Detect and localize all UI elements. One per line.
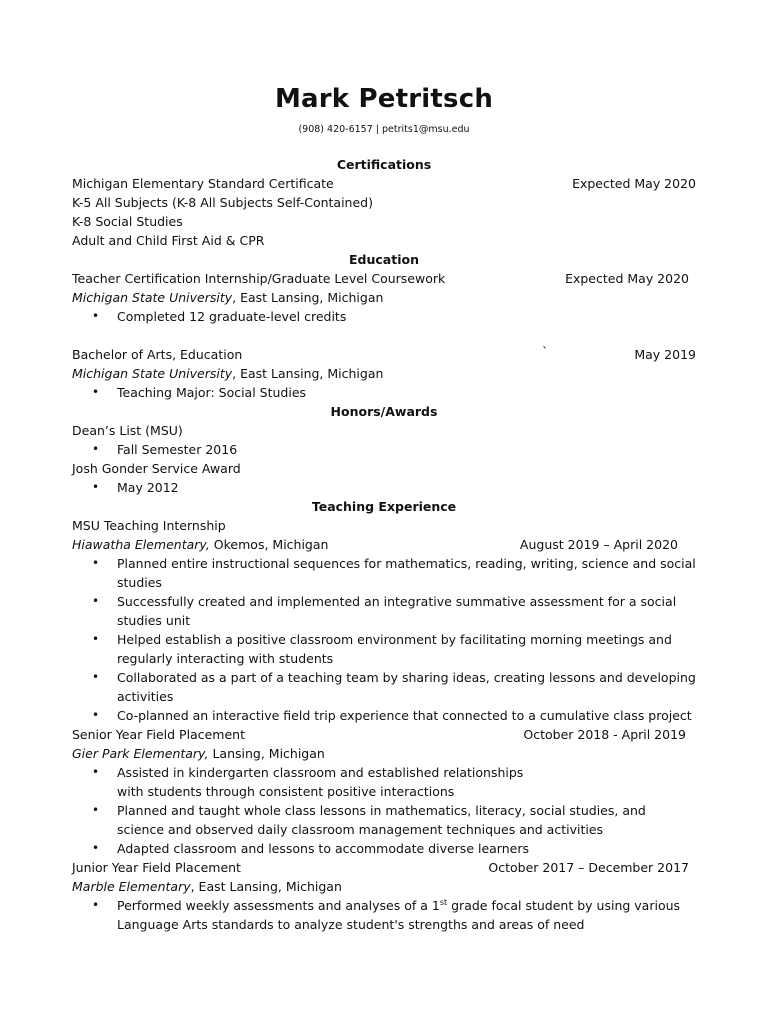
bullet-icon: • — [92, 480, 100, 494]
list-item — [72, 896, 696, 934]
job-date: August 2019 – April 2020 — [519, 537, 678, 552]
bullet-icon: • — [92, 309, 100, 323]
resume-body — [72, 155, 696, 934]
school-name: Marble Elementary — [72, 879, 191, 894]
list-item — [72, 592, 696, 630]
school-location: Okemos, Michigan — [209, 537, 329, 552]
bullet-icon: • — [92, 385, 100, 399]
experience-heading: Teaching Experience — [311, 499, 457, 514]
list-item-text: Planned and taught whole class lessons in mathematics, literacy, social studies, and science and observed daily classroom management techniques and activities — [117, 803, 646, 837]
list-item — [72, 763, 696, 801]
list-item-text: Collaborated as a part of a teaching team by sharing ideas, creating lessons and developing activities — [117, 670, 696, 704]
bullet-icon: • — [92, 556, 100, 570]
list-item-text: Helped establish a positive classroom environment by facilitating morning meetings and regularly interacting with students — [117, 632, 672, 666]
school-name: Michigan State University — [72, 366, 233, 381]
education-heading: Education — [349, 252, 419, 267]
list-item — [72, 668, 696, 706]
candidate-name: Mark Petritsch — [274, 84, 494, 114]
school-name: Gier Park Elementary, — [72, 746, 209, 761]
job-title — [72, 725, 696, 744]
bullet-icon: • — [92, 670, 100, 684]
job-title-text: Senior Year Field Placement — [72, 727, 245, 742]
education-entry-title — [72, 345, 696, 364]
list-item — [72, 478, 696, 497]
list-item-text: Adapted classroom and lessons to accommodate diverse learners — [117, 841, 529, 856]
education-school — [72, 288, 696, 307]
job-school — [72, 535, 696, 554]
job-school — [72, 744, 696, 763]
list-item — [72, 554, 696, 592]
education-entry-title — [72, 269, 696, 288]
honor-title: Dean’s List (MSU) — [72, 423, 183, 438]
degree-title: Bachelor of Arts, Education — [72, 347, 243, 362]
bullet-icon: • — [92, 594, 100, 608]
school-location: Lansing, Michigan — [208, 746, 325, 761]
bullet-icon: • — [92, 442, 100, 456]
degree-title: Teacher Certification Internship/Graduate Level Coursework — [72, 271, 446, 286]
certification-item: K-5 All Subjects (K-8 All Subjects Self-Contained) — [72, 195, 373, 210]
list-item — [72, 383, 696, 402]
contact-info: (908) 420-6157 | petrits1@msu.edu — [298, 124, 470, 135]
education-school — [72, 364, 696, 383]
list-item-text: Co-planned an interactive field trip experience that connected to a cumulative class project — [117, 708, 692, 723]
list-item-text: Completed 12 graduate-level credits — [117, 309, 347, 324]
list-item — [72, 630, 696, 668]
school-location: , East Lansing, Michigan — [232, 290, 384, 305]
school-name: Hiawatha Elementary, — [72, 537, 210, 552]
certification-item: Adult and Child First Aid & CPR — [72, 233, 265, 248]
list-item — [72, 307, 696, 326]
education-date: Expected May 2020 — [565, 271, 689, 286]
job-title: MSU Teaching Internship — [72, 518, 226, 533]
bullet-icon: • — [92, 841, 100, 855]
school-name: Michigan State University — [72, 290, 233, 305]
certification-date: Expected May 2020 — [572, 176, 696, 191]
list-item-text: May 2012 — [117, 480, 179, 495]
certifications-heading: Certifications — [336, 157, 432, 172]
list-item — [72, 801, 696, 839]
list-item-text: Planned entire instructional sequences for mathematics, reading, writing, science and social studies — [117, 556, 696, 590]
job-date: October 2018 - April 2019 — [523, 727, 686, 742]
list-item-text: Assisted in kindergarten classroom and established relationships with students through consistent positive interactions — [117, 765, 524, 799]
list-item-text: Performed weekly assessments and analyses of a 1st grade focal student by using various Language Arts standards to analyze student's strengths and areas of need — [117, 897, 681, 932]
job-title — [72, 858, 696, 877]
bullet-icon: • — [92, 765, 100, 779]
list-item — [72, 440, 696, 459]
education-date: May 2019 — [634, 347, 696, 362]
list-item-text: Successfully created and implemented an integrative summative assessment for a social studies unit — [117, 594, 677, 628]
bullet-icon: • — [92, 898, 100, 912]
certification-item — [72, 174, 696, 193]
bullet-icon: • — [92, 708, 100, 722]
job-date: October 2017 – December 2017 — [488, 860, 689, 875]
school-location: , East Lansing, Michigan — [232, 366, 384, 381]
list-item-text: Teaching Major: Social Studies — [117, 385, 307, 400]
bullet-icon: • — [92, 632, 100, 646]
honors-heading: Honors/Awards — [330, 404, 438, 419]
stray-mark: ` — [542, 344, 549, 359]
list-item — [72, 839, 696, 858]
bullet-icon: • — [92, 803, 100, 817]
list-item-text: Fall Semester 2016 — [117, 442, 238, 457]
job-title-text: Junior Year Field Placement — [72, 860, 241, 875]
job-school — [72, 877, 696, 896]
certification-title: Michigan Elementary Standard Certificate — [72, 176, 334, 191]
certification-item: K-8 Social Studies — [72, 214, 183, 229]
honor-title: Josh Gonder Service Award — [72, 461, 241, 476]
list-item — [72, 706, 696, 725]
school-location: , East Lansing, Michigan — [190, 879, 342, 894]
